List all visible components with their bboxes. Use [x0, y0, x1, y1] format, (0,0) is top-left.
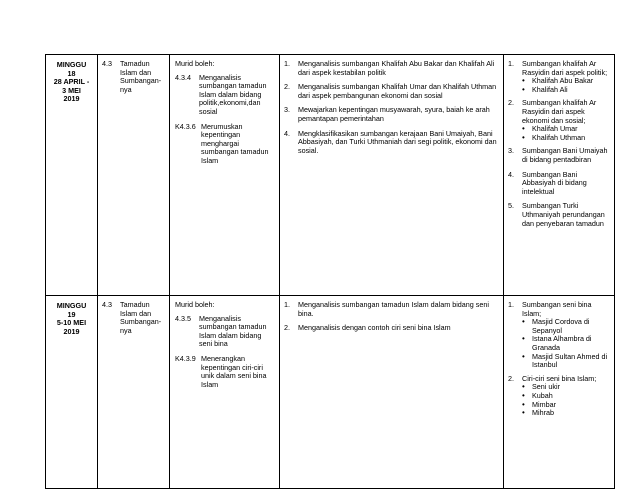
content-standard-cell — [98, 296, 170, 489]
lesson-plan-body — [46, 55, 615, 489]
bullet-text: Masjid Sultan Ahmed di Istanbul — [532, 351, 608, 370]
note-item — [508, 99, 610, 125]
week-line: 2019 — [63, 326, 80, 336]
activity-number: 1. — [284, 300, 290, 309]
learning-standards — [170, 55, 279, 166]
note-item — [508, 60, 610, 77]
activity-item — [284, 130, 499, 156]
objective-text: Menganalisis sumbangan tamadun Islam dalam bidang politik,ekonomi,dan sosial — [199, 72, 267, 116]
learning-standard-cell — [170, 55, 280, 296]
content-standard — [98, 55, 169, 94]
bullet-text: Seni ukir — [532, 382, 560, 392]
note-bullet — [522, 134, 610, 143]
content-standard — [98, 296, 169, 335]
notes-cell — [504, 296, 615, 489]
week-row — [46, 296, 615, 489]
note-bullets — [508, 318, 610, 370]
activity-text: Menganalisis sumbangan Khalifah Umar dan Khalifah Uthman dari aspek pembangunan ekonomi dan sosial — [298, 82, 497, 100]
activity-text: Menganalisis dengan contoh ciri seni bina Islam — [298, 323, 451, 333]
objective-item — [175, 123, 275, 166]
standard-title: Tamadun Islam dan Sumbangan-nya — [120, 59, 162, 94]
note-number: 4. — [508, 169, 514, 179]
objective-code: K4.3.6 — [175, 121, 196, 131]
week-line: 2019 — [63, 94, 80, 104]
objective-item — [175, 355, 275, 389]
note-bullets — [508, 383, 610, 417]
bullet-text: Masjid Cordova di Sepanyol — [532, 317, 590, 335]
bullet-icon: • — [522, 334, 525, 344]
bullet-icon: • — [522, 382, 525, 392]
activity-item — [284, 301, 499, 318]
lesson-plan-table — [45, 54, 615, 489]
week-line: 19 — [67, 309, 76, 319]
notes-list — [504, 55, 614, 228]
bullet-text: Khalifah Abu Bakar — [532, 76, 594, 86]
activities-list — [280, 55, 503, 155]
week-line: 3 MEI — [62, 85, 81, 95]
note-bullet — [522, 318, 610, 335]
note-number: 2. — [508, 373, 514, 383]
note-number: 5. — [508, 201, 514, 211]
bullet-text: Kubah — [532, 390, 553, 400]
activity-number: 1. — [284, 59, 290, 68]
bullet-text: Khalifah Uthman — [532, 132, 586, 142]
activity-text: Mewajarkan kepentingan musyawarah, syura, baiah ke arah pemantapan pemerintahan — [298, 105, 490, 123]
activities-list — [280, 296, 503, 333]
activity-number: 4. — [284, 128, 290, 138]
note-number: 1. — [508, 59, 514, 68]
bullet-icon: • — [522, 408, 525, 418]
note-item — [508, 147, 610, 164]
objective-item — [175, 74, 275, 117]
bullet-icon: • — [522, 124, 525, 134]
activity-text: Mengklasifikasikan sumbangan kerajaan Bani Umaiyah, Bani Abbasiyah, dan Turki Uthmaniah dari segi politik, ekonomi dan sosial. — [298, 128, 497, 155]
objective-text: Menganalisis sumbangan tamadun Islam dalam bidang seni bina — [199, 313, 267, 349]
week-row — [46, 55, 615, 296]
bullet-icon: • — [522, 132, 525, 142]
note-text: Sumbangan seni bina Islam; — [522, 300, 592, 318]
activity-item — [284, 324, 499, 333]
note-text: Sumbangan khalifah Ar Rasyidin dari aspek ekonomi dan sosial; — [522, 98, 597, 125]
note-block — [508, 171, 610, 197]
activity-item — [284, 60, 499, 77]
week-cell — [46, 296, 98, 489]
bullet-text: Khalifah Umar — [532, 124, 578, 134]
note-text: Ciri-ciri seni bina Islam; — [522, 373, 597, 383]
notes-list — [504, 296, 614, 418]
week-line: 5-10 MEI — [56, 318, 87, 328]
note-bullet — [522, 409, 610, 418]
objective-code: K4.3.9 — [175, 353, 196, 363]
note-text: Sumbangan khalifah Ar Rasyidin dari aspek politik; — [522, 59, 608, 77]
activity-number: 3. — [284, 105, 290, 115]
week-line: MINGGU — [56, 60, 87, 69]
week-line: MINGGU — [56, 301, 87, 310]
note-bullet — [522, 335, 610, 352]
week-cell — [46, 55, 98, 296]
bullet-icon: • — [522, 84, 525, 94]
note-text: Sumbangan Bani Umaiyah di bidang pentadbiran — [522, 146, 608, 164]
bullet-text: Mimbar — [532, 399, 556, 409]
note-number: 1. — [508, 300, 514, 309]
standard-number: 4.3 — [102, 59, 112, 68]
objective-text: Merumuskan kepentingan menghargai sumbangan tamadun Islam — [201, 121, 269, 165]
bullet-icon: • — [522, 390, 525, 400]
bullet-text: Istana Alhambra di Granada — [532, 334, 592, 352]
objective-item — [175, 315, 275, 349]
activity-item — [284, 106, 499, 123]
note-item — [508, 301, 610, 318]
bullet-text: Khalifah Ali — [532, 84, 568, 94]
note-block — [508, 202, 610, 228]
standard-title: Tamadun Islam dan Sumbangan-nya — [120, 300, 162, 335]
objective-code: 4.3.4 — [175, 72, 191, 82]
bullet-icon: • — [522, 76, 525, 86]
activity-item — [284, 83, 499, 100]
content-standard-cell — [98, 55, 170, 296]
note-text: Sumbangan Turki Uthmaniyah perundangan dan penyebaran tamadun — [522, 201, 605, 228]
activity-number: 2. — [284, 323, 290, 333]
note-item — [508, 171, 610, 197]
note-block — [508, 99, 610, 142]
week-line: 18 — [67, 68, 76, 78]
bullet-text: Mihrab — [532, 408, 554, 418]
bullet-icon: • — [522, 317, 525, 327]
activity-number: 2. — [284, 82, 290, 92]
note-block — [508, 60, 610, 94]
note-bullets — [508, 77, 610, 94]
activities-cell — [280, 296, 504, 489]
note-text: Sumbangan Bani Abbasiyah di bidang intelektual — [522, 169, 587, 196]
note-number: 2. — [508, 98, 514, 108]
learning-standards — [170, 296, 279, 389]
objectives-intro: Murid boleh: — [175, 300, 215, 309]
learning-standard-cell — [170, 296, 280, 489]
note-bullets — [508, 125, 610, 142]
week-line: 28 APRIL - — [53, 77, 90, 87]
activity-text: Menganalisis sumbangan Khalifah Abu Bakar dan Khalifah Ali dari aspek kestabilan politik — [298, 59, 495, 77]
objectives-intro: Murid boleh: — [175, 59, 215, 68]
note-block — [508, 375, 610, 418]
bullet-icon: • — [522, 399, 525, 409]
note-block — [508, 147, 610, 164]
note-item — [508, 202, 610, 228]
notes-cell — [504, 55, 615, 296]
objective-code: 4.3.5 — [175, 313, 191, 323]
standard-number: 4.3 — [102, 300, 112, 309]
bullet-icon: • — [522, 351, 525, 361]
note-block — [508, 301, 610, 370]
activities-cell — [280, 55, 504, 296]
activity-text: Menganalisis sumbangan tamadun Islam dalam bidang seni bina. — [298, 300, 489, 318]
note-bullet — [522, 86, 610, 95]
note-number: 3. — [508, 146, 514, 156]
objective-text: Menerangkan kepentingan ciri-ciri unik dalam seni bina Islam — [201, 353, 267, 389]
note-bullet — [522, 353, 610, 370]
